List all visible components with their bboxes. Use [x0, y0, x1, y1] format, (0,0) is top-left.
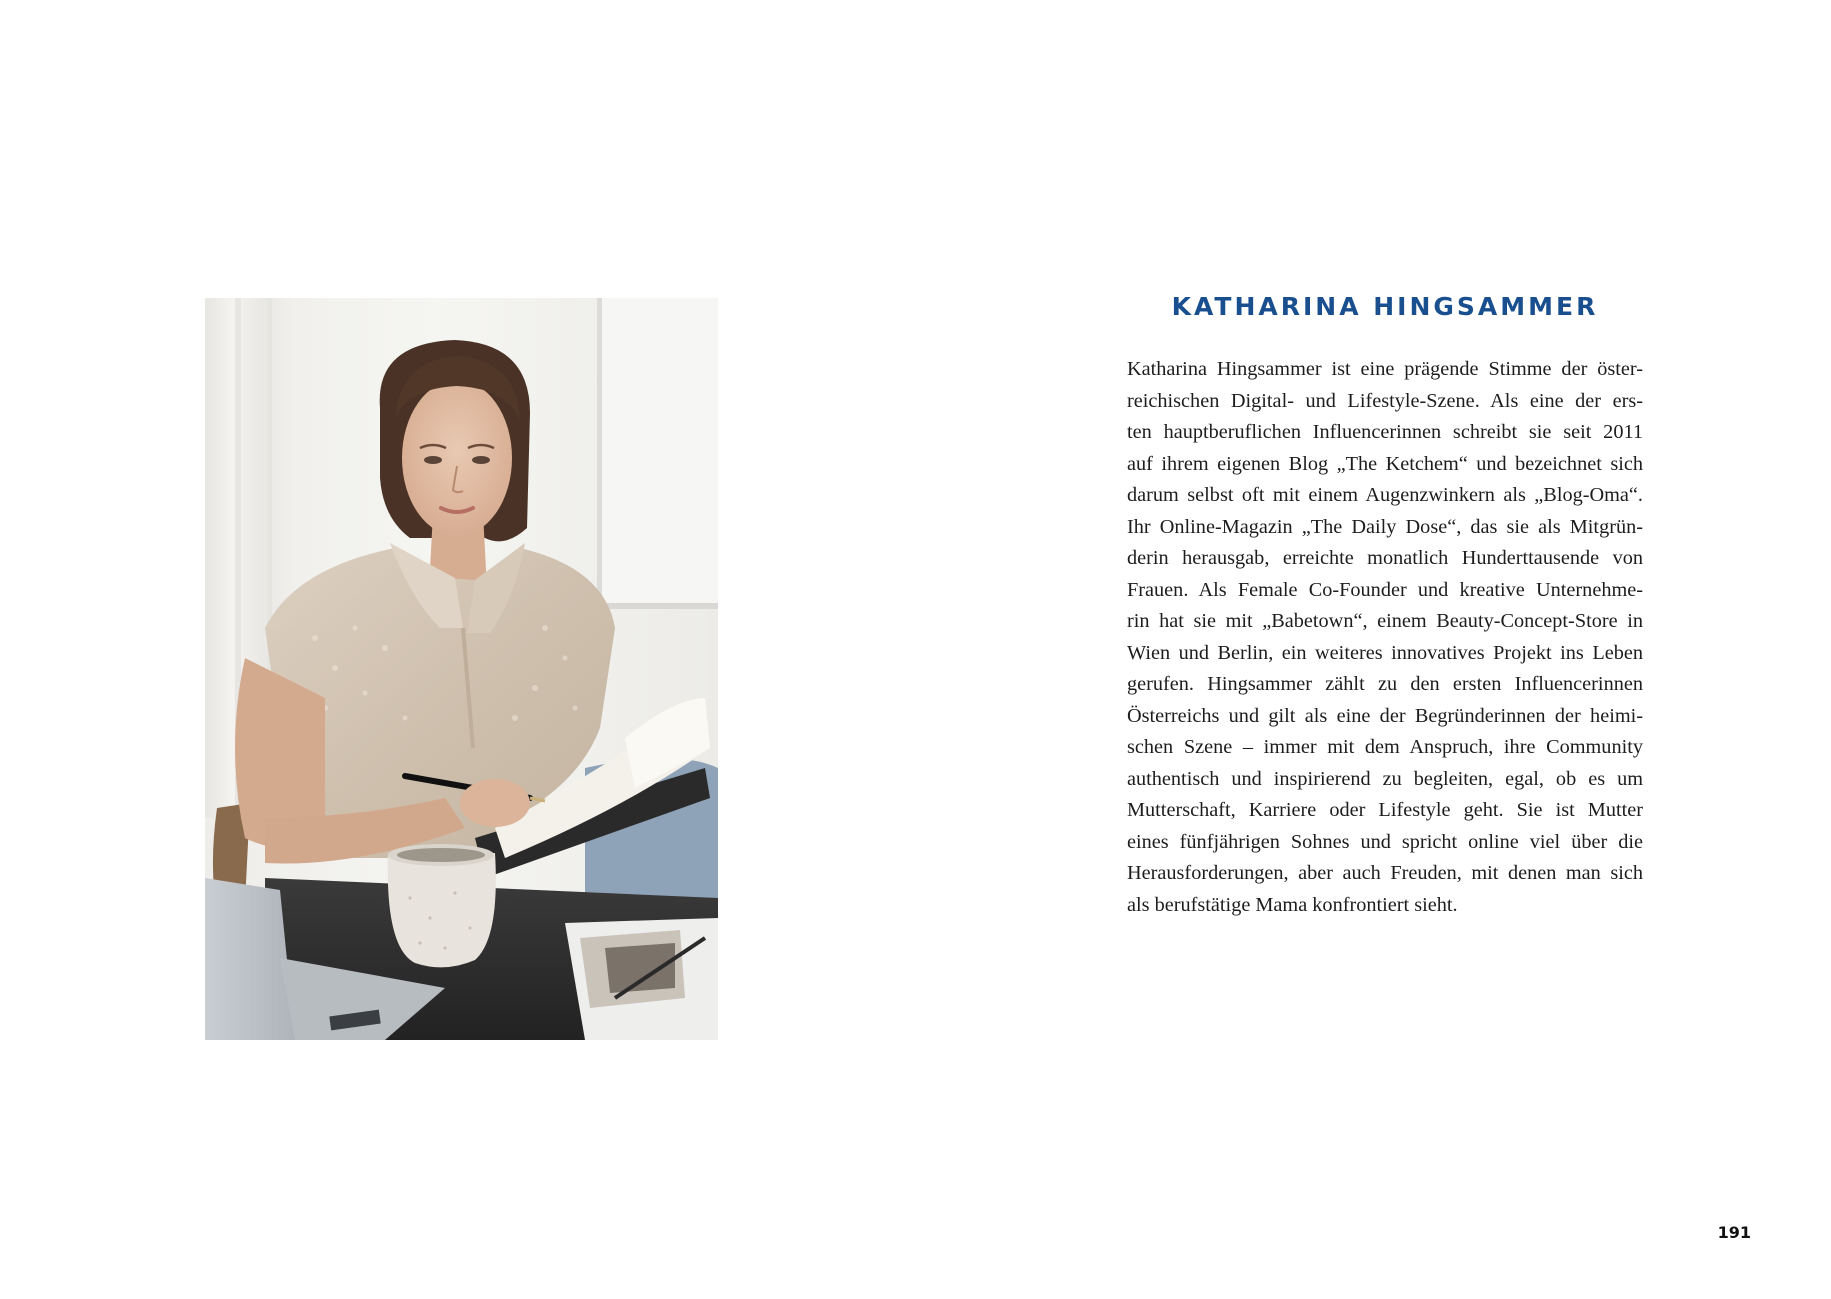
- bio-line: authentisch und inspirierend zu begleiten, egal, ob es um: [1127, 767, 1643, 790]
- bio-line: Mutterschaft, Karriere oder Lifestyle geht. Sie ist Mutter: [1127, 799, 1643, 821]
- bio-line: als berufstätige Mama konfrontiert sieht.: [1127, 893, 1458, 916]
- bio-line: Ihr Online-Magazin „The Daily Dose“, das sie als Mitgrün-: [1127, 515, 1643, 538]
- bio-line: Frauen. Als Female Co-Founder und kreative Unternehme-: [1127, 578, 1643, 601]
- bio-line: Österreichs und gilt als eine der Begründerinnen der heimi-: [1127, 704, 1643, 727]
- bio-line: eines fünfjährigen Sohnes und spricht online viel über die: [1127, 830, 1643, 853]
- bio-line: auf ihrem eigenen Blog „The Ketchem“ und bezeichnet sich: [1127, 452, 1643, 475]
- bio-line: schen Szene – immer mit dem Anspruch, ihre Community: [1127, 736, 1643, 758]
- bio-line: Herausforderungen, aber auch Freuden, mit denen man sich: [1127, 862, 1643, 884]
- bio-line: gerufen. Hingsammer zählt zu den ersten Influencerinnen: [1127, 673, 1643, 695]
- bio-paragraph: [1127, 354, 1643, 921]
- bio-line: rin hat sie mit „Babetown“, einem Beauty-Concept-Store in: [1127, 610, 1643, 632]
- bio-line: ten hauptberuflichen Influencerinnen schreibt sie seit 2011: [1127, 421, 1643, 443]
- portrait-photo: [205, 298, 718, 1040]
- bio-section: [1127, 290, 1643, 921]
- bio-line: Wien und Berlin, ein weiteres innovatives Projekt ins Leben: [1127, 641, 1643, 664]
- bio-line: Katharina Hingsammer ist eine prägende Stimme der öster-: [1127, 358, 1643, 380]
- bio-line: darum selbst oft mit einem Augenzwinkern als „Blog-Oma“.: [1127, 484, 1643, 506]
- bio-line: reichischen Digital- und Lifestyle-Szene. Als eine der ers-: [1127, 389, 1643, 412]
- bio-line: derin herausgab, erreichte monatlich Hunderttausende von: [1127, 547, 1643, 569]
- page-number: 191: [1717, 1223, 1751, 1242]
- person-name-heading: KATHARINA HINGSAMMER: [1171, 292, 1599, 321]
